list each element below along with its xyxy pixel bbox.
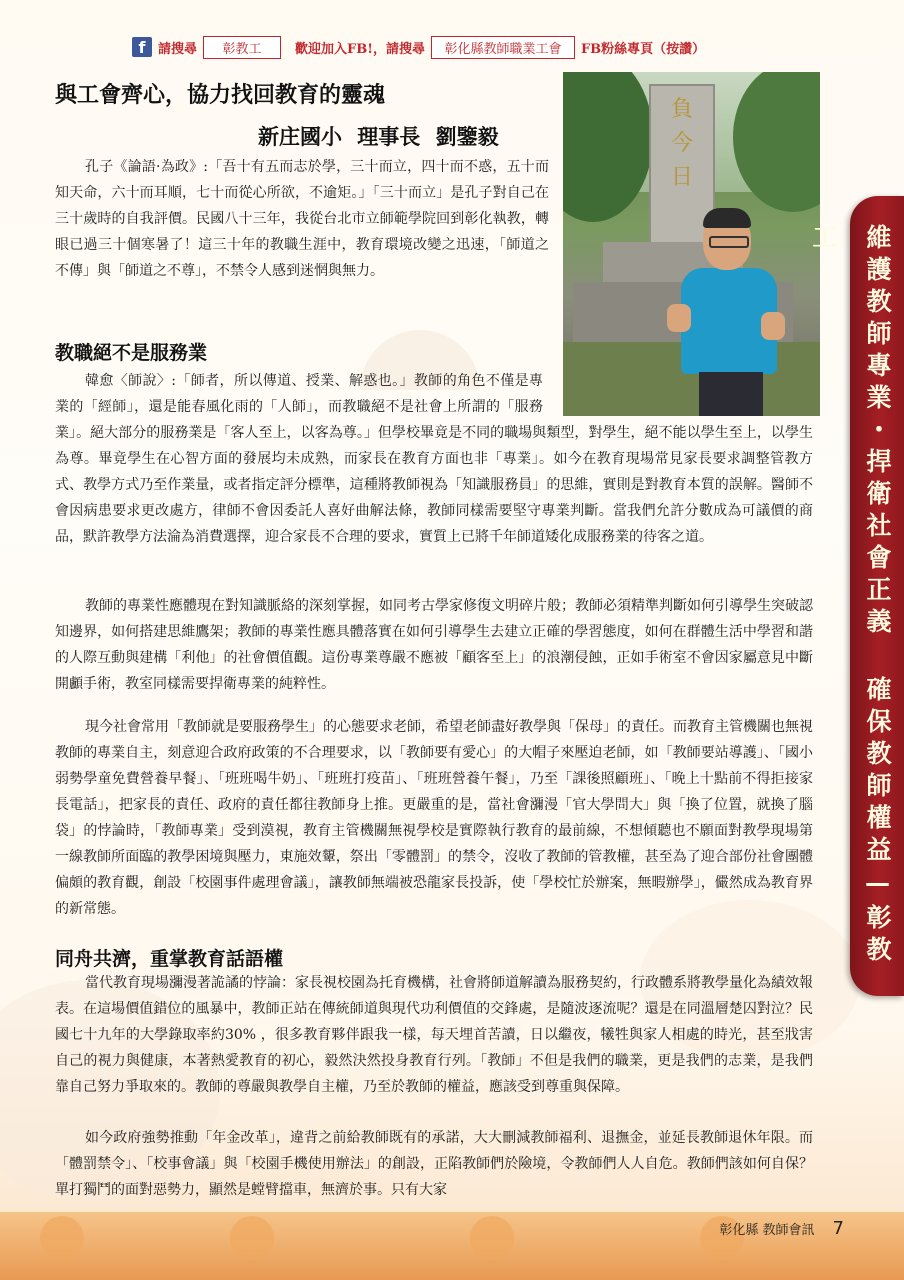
paragraph: 當代教育現場瀰漫著詭譎的悖論：家長視校園為托育機構，社會將師道解讀為服務契約，行政體系將教學量化為績效報表。在這場價值錯位的風暴中，教師正站在傳統師道與現代功利價值的交鋒處，是隨波逐流呢？還是在同溫層楚囚對泣？民國七十九年的大學錄取率約30% ，很多教育夥伴跟我一樣，每天埋首苦讀，日以繼夜，犧牲與家人相處的時光，甚至戕害自己的視力與健康，本著熱愛教育的初心，毅然決然投身教育行列。「教師」不但是我們的職業，更是我們的志業，是我們靠自己努力爭取來的。教師的尊嚴與教學自主權，乃至於教師的權益，應該受到尊重與保障。: [55, 975, 813, 1095]
banner-middle-text: 歡迎加入FB!，請搜尋: [295, 41, 425, 57]
union-name-box[interactable]: 彰化縣教師職業工會: [431, 36, 575, 59]
side-ribbon: [809, 196, 904, 996]
paragraph: 如今政府強勢推動「年金改革」，違背之前給教師既有的承諾，大大刪減教師福利、退撫金，並延長教師退休年限。而「體罰禁令」、「校事會議」與「校園手機使用辦法」的創設，正陷教師們於險境，令教師們人人自危。教師們該如何自保？單打獨鬥的面對惡勢力，顯然是螳臂擋車，無濟於事。只有大家: [55, 1130, 813, 1198]
article-title: 與工會齊心，協力找回教育的靈魂: [55, 83, 386, 108]
tree-illustration: [40, 1216, 84, 1260]
publication-name: 彰化縣 教師會訊: [719, 1223, 815, 1238]
paragraph: 現今社會常用「教師就是要服務學生」的心態要求老師，希望老師盡好教學與「保母」的責任。而教育主管機關也無視教師的專業自主，刻意迎合政府政策的不合理要求，以「教師要有愛心」的大帽子來壓迫老師，如「教師要站導護」、「國小弱勢學童免費營養早餐」、「班班喝牛奶」、「班班打疫苗」、「班班營養午餐」，乃至「課後照顧班」、「晚上十點前不得拒接家長電話」，把家長的責任、政府的責任都往教師身上推。更嚴重的是，當社會瀰漫「官大學問大」與「換了位置，就換了腦袋」的悖論時，「教師專業」受到漠視，教育主管機關無視學校是實際執行教育的最前線，不想傾聽也不願面對教學現場第一線教師所面臨的教學困境與壓力，東施效顰，祭出「零體罰」的禁令，沒收了教師的管教權，甚至為了迎合部份社會團體偏頗的教育觀，創設「校園事件處理會議」，讓教師無端被恐龍家長投訴，使「學校忙於辦案，無暇辦學」，儼然成為教育界的新常態。: [55, 719, 813, 917]
section-heading: 同舟共濟，重掌教育話語權: [55, 948, 284, 970]
facebook-icon[interactable]: f: [132, 37, 152, 57]
facebook-banner: [132, 36, 705, 58]
thumbs-up-right: [761, 312, 785, 340]
search-keyword-box[interactable]: 彰教工: [203, 36, 281, 59]
section-heading: 教職絕不是服務業: [55, 342, 208, 364]
photo-wrap-spacer: [543, 368, 813, 420]
banner-prefix: 請搜尋: [158, 41, 198, 57]
side-ribbon-slogan: 維護教師專業・捍衛社會正義 確保教師權益—彰教工: [809, 224, 892, 968]
article-byline: 新庄國小 理事長 劉鑒毅: [258, 125, 499, 149]
monument-glyph: 今: [670, 131, 693, 156]
banner-suffix: FB粉絲專頁（按讚）: [580, 41, 706, 57]
monument-glyph: 負: [670, 97, 693, 122]
tree-illustration: [230, 1216, 274, 1260]
paragraph: 教師的專業性應體現在對知識脈絡的深刻掌握，如同考古學家修復文明碎片般；教師必須精準判斷如何引導學生突破認知邊界，如何搭建思維鷹架；教師的專業性應具體落實在如何引導學生去建立正確的學習態度，如何在群體生活中學習和諧的人際互動與建構「利他」的社會價值觀。這份專業尊嚴不應被「顧客至上」的浪潮侵蝕，正如手術室不會因家屬意見中斷開顱手術，教室同樣需要捍衛專業的純粹性。: [55, 598, 813, 692]
page-number: 7: [832, 1218, 844, 1239]
person-hair: [703, 208, 751, 228]
author-photo: [563, 72, 820, 416]
paragraph: 孔子《論語·為政》:「吾十有五而志於學，三十而立，四十而不惑，五十而知天命，六十而耳順，七十而從心所欲，不逾矩。」「三十而立」是孔子對自己在三十歲時的自我評價。民國八十三年，我從台北市立師範學院回到彰化執教，轉眼已過三十個寒暑了！這三十年的教職生涯中，教育環境改變之迅速，「師道之不傳」與「師道之不尊」，不禁令人感到迷惘與無力。: [55, 159, 549, 279]
page-footer: [719, 1218, 844, 1239]
paragraph-text: 韓愈〈師說〉:「師者，所以傳道、授業、解惑也。」教師的角色不僅是專業的「經師」，還是能春風化雨的「人師」，而教職絕不是社會上所謂的「服務業」。絕大部分的服務業是「客人至上，以客為尊。」但學校畢竟是不同的職場與類型，對學生，絕不能以學生至上，以學生為尊。畢竟學生在心智方面的發展均未成熟，而家長在教育方面也非「專業」。如今在教育現場常見家長要求調整管教方式、教學方式乃至作業量，或者指定評分標準，這種將教師視為「知識服務員」的思維，實則是對教育本質的誤解。醫師不會因病患要求更改處方，律師不會因委託人喜好曲解法條，教師同樣需要堅守專業判斷。當我們允許分數成為可議價的商品，默許教學方法淪為消費選擇，迎合家長不合理的要求，實質上已將千年師道矮化成服務業的待客之道。: [55, 373, 813, 545]
monument-glyph: 日: [670, 165, 693, 190]
person-glasses: [709, 236, 749, 248]
thumbs-up-left: [667, 304, 691, 332]
tree-illustration: [470, 1216, 514, 1260]
paragraph: [55, 368, 813, 550]
photo-tree: [563, 72, 653, 222]
